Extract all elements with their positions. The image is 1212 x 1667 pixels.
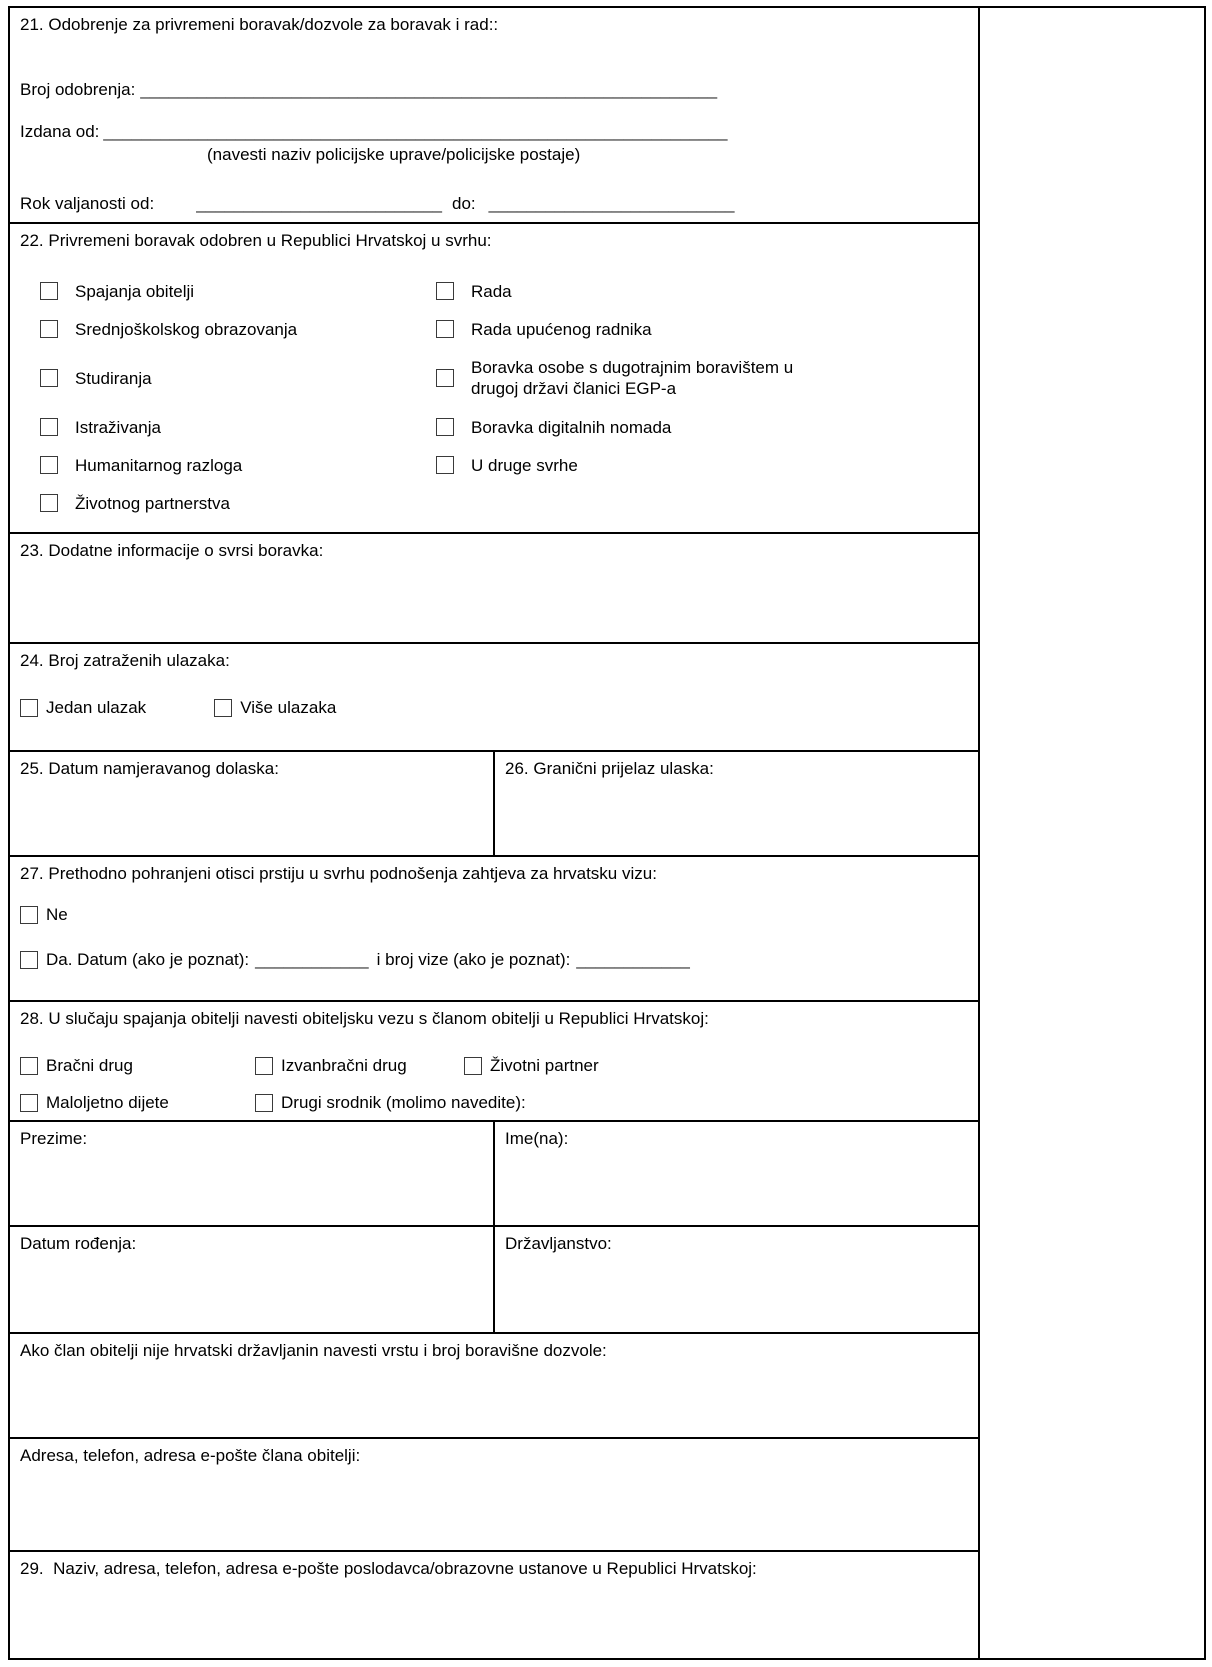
fingerprints-no-option xyxy=(20,904,968,925)
datum-rodjenja-cell xyxy=(10,1227,495,1332)
checkbox-drugi-srodnik[interactable] xyxy=(255,1094,273,1112)
izdana-od-label: Izdana od: xyxy=(20,122,100,141)
checkbox-spajanja-obitelji[interactable] xyxy=(40,282,58,300)
address-input-area[interactable] xyxy=(20,1466,968,1550)
section-25-input-area[interactable] xyxy=(20,779,483,855)
purpose-row-2 xyxy=(20,317,968,341)
checkbox-label: Spajanja obitelji xyxy=(75,281,195,301)
ime-cell xyxy=(495,1122,978,1225)
datum-rodjenja-input-area[interactable] xyxy=(20,1254,483,1332)
entries-option xyxy=(20,697,146,718)
permit-input-area[interactable] xyxy=(20,1361,968,1437)
purpose-option xyxy=(436,319,652,340)
checkbox-label: Rada upućenog radnika xyxy=(471,319,652,339)
checkbox-studiranja[interactable] xyxy=(40,369,58,387)
checkbox-label: Maloljetno dijete xyxy=(46,1093,169,1112)
relation-option xyxy=(255,1092,526,1113)
purpose-option xyxy=(20,493,436,514)
broj-odobrenja-row xyxy=(20,79,968,100)
section-24-title: 24. Broj zatraženih ulazaka: xyxy=(20,651,230,670)
section-29 xyxy=(10,1550,978,1658)
section-25 xyxy=(10,752,495,855)
checkbox-humanitarnog-razloga[interactable] xyxy=(40,456,58,474)
relation-option xyxy=(464,1055,599,1076)
section-27-title: 27. Prethodno pohranjeni otisci prstiju u svrhu podnošenja zahtjeva za hrvatsku vizu: xyxy=(20,864,657,883)
family-member-address-row xyxy=(10,1437,978,1550)
section-26-title: 26. Granični prijelaz ulaska: xyxy=(505,759,714,778)
checkbox-label: Ne xyxy=(46,905,68,924)
ime-input-area[interactable] xyxy=(505,1149,968,1225)
checkbox-bracni-drug[interactable] xyxy=(20,1057,38,1075)
rok-od-write-in-line[interactable]: __________________________ xyxy=(196,194,443,213)
checkbox-boravka-digitalnih-nomada[interactable] xyxy=(436,418,454,436)
entries-options xyxy=(20,697,968,718)
checkbox-label: U druge svrhe xyxy=(471,455,578,475)
family-relation-row-1 xyxy=(20,1055,968,1076)
checkbox-zivotnog-partnerstva[interactable] xyxy=(40,494,58,512)
section-23 xyxy=(10,532,978,642)
checkbox-label: Studiranja xyxy=(75,368,152,388)
rok-do-write-in-line[interactable]: __________________________ xyxy=(488,194,735,213)
izdana-od-write-in-line[interactable]: __________________________________________________________________ xyxy=(103,122,728,141)
checkbox-srednjoskolskog-obrazovanja[interactable] xyxy=(40,320,58,338)
form-table xyxy=(10,8,980,1658)
izdana-od-caption: (navesti naziv policijske uprave/policijske postaje) xyxy=(207,145,581,164)
fingerprints-yes-option xyxy=(20,949,968,970)
drzavljanstvo-cell xyxy=(495,1227,978,1332)
purpose-row-4 xyxy=(20,415,968,439)
drzavljanstvo-label: Državljanstvo: xyxy=(505,1234,612,1253)
purpose-row-6 xyxy=(20,491,968,515)
checkbox-maloljetno-dijete[interactable] xyxy=(20,1094,38,1112)
checkbox-izvanbracni-drug[interactable] xyxy=(255,1057,273,1075)
broj-vize-write-in-line[interactable]: ____________ xyxy=(576,950,690,969)
section-21 xyxy=(10,8,978,222)
section-27 xyxy=(10,855,978,1000)
checkbox-label: Da. Datum (ako je poznat): xyxy=(46,950,250,969)
broj-vize-label: i broj vize (ako je poznat): xyxy=(376,950,571,969)
section-21-title: 21. Odobrenje za privremeni boravak/dozvole za boravak i rad:: xyxy=(20,15,499,34)
checkbox-label: Rada xyxy=(471,281,512,301)
section-22-title: 22. Privremeni boravak odobren u Republici Hrvatskoj u svrhu: xyxy=(20,231,492,250)
checkbox-boravka-osobe-egp[interactable] xyxy=(436,369,454,387)
da-datum-write-in-line[interactable]: ____________ xyxy=(255,950,369,969)
relation-option xyxy=(20,1092,255,1113)
checkbox-zivotni-partner[interactable] xyxy=(464,1057,482,1075)
section-28-title: 28. U slučaju spajanja obitelji navesti obiteljsku vezu s članom obitelji u Republici Hrvatskoj: xyxy=(20,1009,709,1028)
section-23-input-area[interactable] xyxy=(20,561,968,642)
checkbox-label: Istraživanja xyxy=(75,417,161,437)
family-member-birth-row xyxy=(10,1225,978,1332)
checkbox-rada-upucenog-radnika[interactable] xyxy=(436,320,454,338)
checkbox-label: Drugi srodnik (molimo navedite): xyxy=(281,1093,526,1112)
checkbox-label: Životni partner xyxy=(490,1056,599,1075)
purpose-row-3 xyxy=(20,355,968,401)
section-26-input-area[interactable] xyxy=(505,779,968,855)
izdana-od-row xyxy=(20,121,968,142)
ime-label: Ime(na): xyxy=(505,1129,569,1148)
checkbox-istrazivanja[interactable] xyxy=(40,418,58,436)
checkbox-u-druge-svrhe[interactable] xyxy=(436,456,454,474)
purpose-option xyxy=(436,455,578,476)
checkbox-label: Izvanbračni drug xyxy=(281,1056,407,1075)
prezime-cell xyxy=(10,1122,495,1225)
purpose-option xyxy=(436,417,671,438)
checkbox-label: Srednjoškolskog obrazovanja xyxy=(75,319,298,339)
entries-option xyxy=(214,697,336,718)
drzavljanstvo-input-area[interactable] xyxy=(505,1254,968,1332)
relation-option xyxy=(20,1055,255,1076)
permit-label: Ako član obitelji nije hrvatski državljanin navesti vrstu i broj boravišne dozvole: xyxy=(20,1341,607,1360)
section-28 xyxy=(10,1000,978,1120)
rok-valjanosti-label: Rok valjanosti od: xyxy=(20,194,155,213)
checkbox-label: Životnog partnerstva xyxy=(75,493,230,513)
section-29-title: 29. Naziv, adresa, telefon, adresa e-pošte poslodavca/obrazovne ustanove u Republici Hrvatskoj: xyxy=(20,1559,757,1578)
purpose-option xyxy=(436,281,512,302)
family-relation-row-2 xyxy=(20,1092,968,1113)
checkbox-label: Boravka osobe s dugotrajnim boravištem u drugoj državi članici EGP-a xyxy=(471,358,794,398)
rok-valjanosti-row xyxy=(20,193,968,214)
section-23-title: 23. Dodatne informacije o svrsi boravka: xyxy=(20,541,324,560)
section-22 xyxy=(10,222,978,532)
checkbox-vise-ulazaka[interactable] xyxy=(214,699,232,717)
empty-side-column xyxy=(980,8,1204,1658)
purpose-row-1 xyxy=(20,279,968,303)
section-25-26 xyxy=(10,750,978,855)
checkbox-rada[interactable] xyxy=(436,282,454,300)
checkbox-label: Boravka digitalnih nomada xyxy=(471,417,672,437)
purpose-option xyxy=(20,281,436,302)
checkbox-label: Bračni drug xyxy=(46,1056,133,1075)
family-member-permit-row xyxy=(10,1332,978,1437)
broj-odobrenja-write-in-line[interactable]: _____________________________________________________________ xyxy=(140,80,718,99)
datum-rodjenja-label: Datum rođenja: xyxy=(20,1234,137,1253)
address-label: Adresa, telefon, adresa e-pošte člana obitelji: xyxy=(20,1446,361,1465)
checkbox-jedan-ulazak[interactable] xyxy=(20,699,38,717)
checkbox-label: Više ulazaka xyxy=(240,698,337,717)
section-24 xyxy=(10,642,978,750)
do-label: do: xyxy=(452,194,476,213)
checkbox-label: Jedan ulazak xyxy=(46,698,147,717)
checkbox-label: Humanitarnog razloga xyxy=(75,455,243,475)
purpose-row-5 xyxy=(20,453,968,477)
section-25-title: 25. Datum namjeravanog dolaska: xyxy=(20,759,279,778)
prezime-label: Prezime: xyxy=(20,1129,88,1148)
purpose-option xyxy=(20,417,436,438)
prezime-input-area[interactable] xyxy=(20,1149,483,1225)
checkbox-ne[interactable] xyxy=(20,906,38,924)
form-sheet xyxy=(8,6,1206,1660)
purpose-option xyxy=(20,455,436,476)
broj-odobrenja-label: Broj odobrenja: xyxy=(20,80,136,99)
checkbox-da[interactable] xyxy=(20,951,38,969)
section-26 xyxy=(495,752,978,855)
purpose-option xyxy=(20,368,436,389)
section-29-input-area[interactable] xyxy=(20,1579,968,1658)
relation-option xyxy=(255,1055,464,1076)
purpose-option xyxy=(20,319,436,340)
family-member-name-row xyxy=(10,1120,978,1225)
purpose-option xyxy=(436,357,816,399)
